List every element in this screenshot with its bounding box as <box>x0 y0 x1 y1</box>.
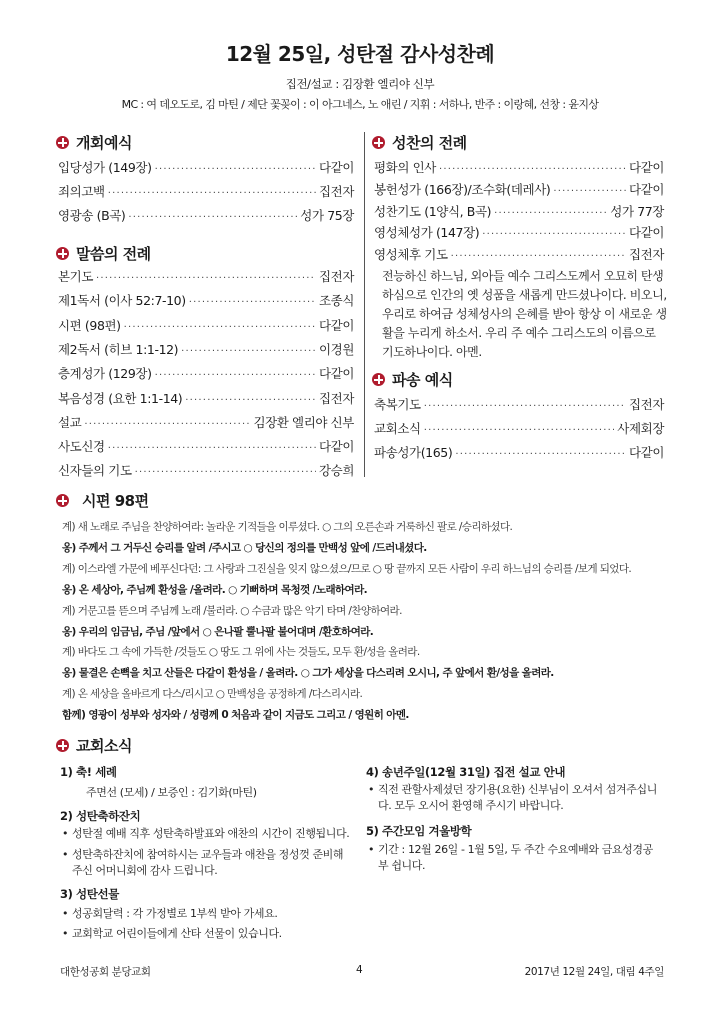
section-psalm <box>56 490 149 511</box>
news-bullet <box>368 782 668 814</box>
order-item <box>58 340 354 360</box>
news-item-heading: 1) 축! 세례 <box>60 765 117 779</box>
news-bullet-line: 교회학교 어린이들에게 산타 선물이 있습니다. <box>72 927 282 940</box>
cross-icon <box>56 739 69 752</box>
dot-leader <box>128 212 297 223</box>
order-item-value: 다같이 <box>318 160 354 175</box>
section-eucharist <box>372 132 467 153</box>
order-item-label: 영성체후 기도 <box>374 247 448 263</box>
order-item-label: 파송성가(165) <box>374 445 453 460</box>
footer-page-number: 4 <box>356 964 363 976</box>
dot-leader <box>494 208 607 219</box>
order-item <box>58 267 354 287</box>
order-item <box>374 158 664 178</box>
order-item-label: 복음성경 (요한 1:1-14) <box>58 390 183 406</box>
dot-leader <box>135 467 316 478</box>
section-heading: 파송 예식 <box>392 371 453 389</box>
staff-line: MC : 여 데오도로, 김 마틴 / 제단 꽃꽂이 : 이 아그네스, 노 애린 / 지휘 : 서하나, 반주 : 이랑혜, 선창 : 윤지상 <box>121 98 599 111</box>
news-bullet <box>62 906 352 922</box>
order-item-label: 봉헌성가 (166장)/조수화(데레사) <box>374 181 551 197</box>
order-item-value: 집전자 <box>318 184 354 199</box>
order-item-value: 다같이 <box>318 439 354 455</box>
news-bullet-line: 성탄축하잔치에 참여하시는 교우들과 애찬을 정성껏 준비해 <box>72 848 344 861</box>
psalm-verse: 계) 새 노래로 주님을 찬양하여라: 놀라운 기적들을 이루셨다. ○ 그의 오른손과 거룩하신 팔로 /승리하셨다. <box>62 521 513 533</box>
dot-leader <box>84 419 250 430</box>
order-item-value: 집전자 <box>318 269 354 284</box>
order-item <box>374 395 664 415</box>
section-word <box>56 243 151 264</box>
order-item-value: 강승희 <box>318 463 354 479</box>
section-heading: 성찬의 전례 <box>392 134 467 152</box>
prayer-line: 전능하신 하느님, 외아들 예수 그리스도께서 오묘히 탄생 <box>382 269 664 283</box>
section-heading: 시편 98편 <box>82 492 149 510</box>
post-communion-prayer <box>382 267 672 362</box>
order-item-value: 다같이 <box>628 160 664 175</box>
prayer-line: 기도하나이다. 아멘. <box>382 345 482 359</box>
dot-leader <box>96 273 316 284</box>
news-item-heading: 2) 성탄축하잔치 <box>60 809 141 823</box>
order-item <box>58 413 354 433</box>
news-bullet-line: 기간 : 12월 26일 - 1월 5일, 두 주간 수요예배와 금요성경공 <box>378 843 653 856</box>
order-item <box>58 316 354 336</box>
order-item <box>58 461 354 481</box>
psalm-verse: 옹) 우리의 임금님, 주님 /앞에서 ○ 은나팔 뿔나팔 불어대며 /환호하여라. <box>62 625 374 638</box>
news-item-body: 주면선 (모세) / 보증인 : 김기화(마틴) <box>86 786 257 799</box>
news-bullet-text <box>72 847 343 879</box>
psalm-verse: 옹) 주께서 그 거두신 승리를 알려 /주시고 ○ 당신의 정의를 만백성 앞에 /드러내셨다. <box>62 541 427 554</box>
order-item <box>58 389 354 409</box>
news-bullet-text <box>378 842 653 874</box>
order-item-value: 집전자 <box>318 390 354 406</box>
order-item-value: 이경원 <box>318 341 354 357</box>
news-bullet-line: 성공회달력 : 각 가정별로 1부씩 받아 가세요. <box>72 907 278 920</box>
order-item <box>374 180 664 200</box>
news-bullet-line: 다. 모두 오시어 환영해 주시기 바랍니다. <box>378 799 564 812</box>
order-item-label: 평화의 인사 <box>374 160 436 175</box>
footer-date: 2017년 12월 24일, 대림 4주일 <box>524 966 664 978</box>
section-heading: 교회소식 <box>76 737 132 755</box>
order-item-value: 김장환 엘리야 신부 <box>253 414 354 430</box>
order-item-value: 집전자 <box>628 247 664 263</box>
dot-leader <box>424 425 615 436</box>
order-item <box>58 206 354 226</box>
order-item-label: 시편 (98편) <box>58 317 121 333</box>
prayer-line: 하심으로 인간의 옛 성품을 새롭게 만드셨나이다. 비오니, <box>382 288 667 302</box>
psalm-verse: 계) 이스라엘 가문에 베푸신다던: 그 사랑과 그진실을 잊지 않으셨으/므로 ○ 땅 끝까지 모든 사람이 우리 하느님의 승리를 /보게 되었다. <box>62 562 632 575</box>
order-item-value: 집전자 <box>628 397 664 412</box>
order-item-value: 성가 75장 <box>300 208 354 223</box>
bullet-icon: • <box>62 827 69 840</box>
order-item-label: 영광송 (B곡) <box>58 208 126 223</box>
news-bullet <box>62 847 352 879</box>
order-item-label: 제1독서 (이사 52:7-10) <box>58 293 186 309</box>
dot-leader <box>181 346 316 357</box>
news-bullet-text <box>378 782 657 814</box>
column-divider <box>364 132 365 477</box>
dot-leader <box>108 443 316 454</box>
order-item-value: 다같이 <box>628 445 664 460</box>
order-item <box>374 419 664 439</box>
bullet-icon: • <box>62 848 69 861</box>
section-opening <box>56 132 132 153</box>
order-item-value: 사제회장 <box>617 421 664 436</box>
order-item <box>374 245 664 265</box>
news-bullet <box>368 842 668 874</box>
order-item-value: 다같이 <box>318 366 354 382</box>
news-bullet-text <box>72 906 277 922</box>
order-item-label: 입당성가 (149장) <box>58 160 152 175</box>
dot-leader <box>553 186 626 197</box>
dot-leader <box>482 229 626 240</box>
bullet-icon: • <box>368 843 375 856</box>
prayer-line: 활을 누리게 하소서. 우리 주 예수 그리스도의 이름으로 <box>382 326 656 340</box>
order-item-value: 다같이 <box>318 317 354 333</box>
psalm-verse: 옹) 온 세상아, 주님께 환성을 /올려라. ○ 기뻐하며 목청껏 /노래하여라. <box>62 583 368 596</box>
bullet-icon: • <box>62 907 69 920</box>
cross-icon <box>56 136 69 149</box>
order-item-label: 성찬기도 (1양식, B곡) <box>374 203 492 219</box>
order-item <box>374 443 664 463</box>
dot-leader <box>155 370 316 381</box>
psalm-verse: 계) 거문고를 뜯으며 주님께 노래 /불러라. ○ 수금과 많은 악기 타며 /찬양하여라. <box>62 604 402 617</box>
order-item-label: 사도신경 <box>58 439 105 455</box>
order-item-value: 성가 77장 <box>610 203 664 219</box>
section-news <box>56 735 132 756</box>
officiant-line: 집전/설교 : 김장환 엘리야 신부 <box>285 77 435 91</box>
order-item-label: 죄의고백 <box>58 184 105 199</box>
order-item-value: 다같이 <box>628 225 664 241</box>
news-bullet-line: 부 쉽니다. <box>378 859 426 872</box>
section-dismissal <box>372 369 453 390</box>
order-item <box>58 437 354 457</box>
order-item-label: 신자들의 기도 <box>58 463 132 479</box>
news-item-heading: 5) 주간모임 겨울방학 <box>366 824 472 838</box>
news-bullet <box>62 926 352 942</box>
dot-leader <box>424 401 626 412</box>
news-bullet <box>62 826 352 842</box>
news-bullet-line: 직전 관할사제셨던 장기용(요한) 신부님이 오셔서 섬겨주십니 <box>378 783 657 796</box>
dot-leader <box>108 188 316 199</box>
order-item-label: 층계성가 (129장) <box>58 366 152 382</box>
order-item-label: 영성체성가 (147장) <box>374 225 480 241</box>
order-item <box>58 158 354 178</box>
bullet-icon: • <box>368 783 375 796</box>
dot-leader <box>189 297 316 308</box>
news-bullet-line: 주신 어머니회에 감사 드립니다. <box>72 864 218 877</box>
section-heading: 개회예식 <box>76 134 132 152</box>
psalm-verse: 옹) 물결은 손뼉을 치고 산들은 다같이 환성을 / 올려라. ○ 그가 세상을 다스리려 오시니, 주 앞에서 환/성을 올려라. <box>62 667 554 680</box>
dot-leader <box>124 322 316 333</box>
order-item-value: 조종식 <box>318 293 354 309</box>
psalm-verse: 계) 온 세상을 올바르게 다스/리시고 ○ 만백성을 공정하게 /다스리시라. <box>62 688 363 701</box>
news-item-heading: 4) 송년주일(12월 31일) 집전 설교 안내 <box>366 765 566 779</box>
news-item-heading: 3) 성탄선물 <box>60 887 119 901</box>
cross-icon <box>56 247 69 260</box>
footer-church: 대한성공회 분당교회 <box>60 966 151 978</box>
cross-icon <box>56 494 69 507</box>
order-item-label: 제2독서 (히브 1:1-12) <box>58 341 179 357</box>
order-item-label: 축복기도 <box>374 397 421 412</box>
psalm-verse: 계) 바다도 그 속에 가득한 /것들도 ○ 땅도 그 위에 사는 것들도, 모두 환/성을 올려라. <box>62 646 420 659</box>
order-item-label: 설교 <box>58 414 82 430</box>
dot-leader <box>455 449 626 460</box>
page-title: 12월 25일, 성탄절 감사성찬례 <box>225 42 495 66</box>
section-heading: 말씀의 전례 <box>76 245 151 263</box>
news-bullet-text <box>72 826 349 842</box>
news-bullet-text <box>72 926 282 942</box>
order-item-label: 교회소식 <box>374 421 421 436</box>
dot-leader <box>155 164 316 175</box>
psalm-verse: 함께) 영광이 성부와 성자와 / 성령께 0 처음과 같이 지금도 그리고 / 영원히 아멘. <box>62 709 409 722</box>
bullet-icon: • <box>62 927 69 940</box>
dot-leader <box>451 251 626 262</box>
order-item <box>58 364 354 384</box>
cross-icon <box>372 136 385 149</box>
cross-icon <box>372 373 385 386</box>
order-item <box>58 182 354 202</box>
news-bullet-line: 성탄절 예배 직후 성탄축하발표와 애찬의 시간이 진행됩니다. <box>72 827 350 840</box>
dot-leader <box>185 395 316 406</box>
order-item <box>374 202 664 222</box>
dot-leader <box>439 164 626 175</box>
order-item-label: 본기도 <box>58 269 94 284</box>
order-item <box>58 291 354 311</box>
prayer-line: 우리로 하여금 성체성사의 은혜를 받아 항상 이 새로운 생 <box>382 307 667 321</box>
order-item <box>374 223 664 243</box>
order-item-value: 다같이 <box>628 181 664 197</box>
